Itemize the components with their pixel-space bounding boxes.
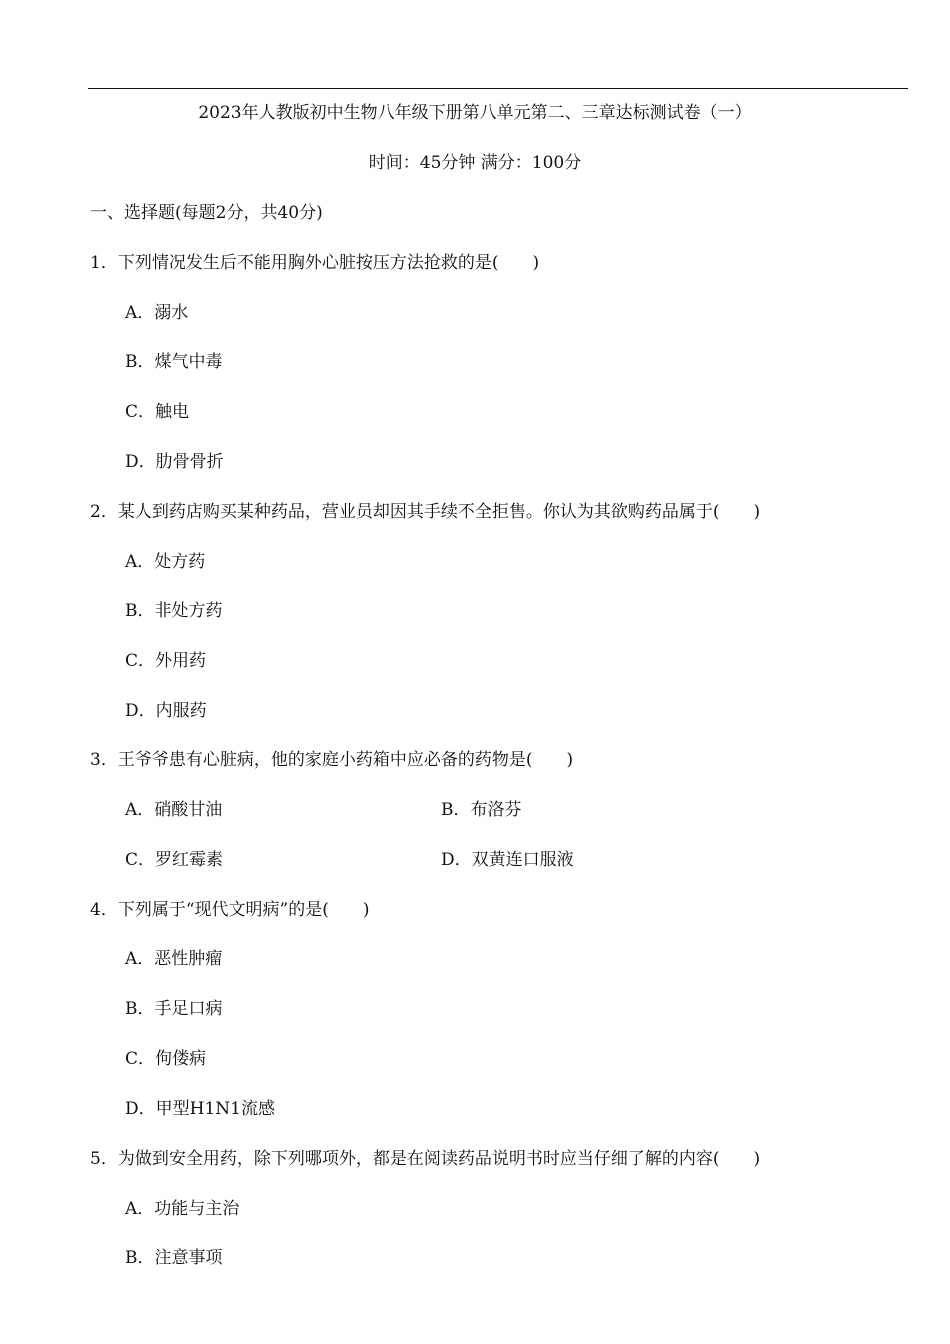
question-stem: 3．王爷爷患有心脏病，他的家庭小药箱中应必备的药物是( ): [90, 750, 574, 770]
option-b: B．布洛芬: [441, 800, 522, 820]
option-a: A．硝酸甘油: [125, 800, 223, 820]
option-c: C．外用药: [125, 651, 207, 671]
header-rule: [88, 88, 908, 89]
option-b: B．煤气中毒: [125, 352, 223, 372]
option-b: B．手足口病: [125, 999, 223, 1019]
option-a: A．处方药: [125, 552, 206, 572]
option-c: C．佝偻病: [125, 1049, 207, 1069]
option-c: C．罗红霉素: [125, 850, 224, 870]
page-title: 2023年人教版初中生物八年级下册第八单元第二、三章达标测试卷（一）: [198, 103, 752, 123]
option-a: A．溺水: [125, 303, 189, 323]
exam-meta: 时间：45分钟 满分：100分: [368, 153, 582, 173]
option-b: B．注意事项: [125, 1248, 223, 1268]
question-stem: 5．为做到安全用药，除下列哪项外，都是在阅读药品说明书时应当仔细了解的内容( ): [90, 1149, 761, 1169]
question-stem: 1．下列情况发生后不能用胸外心脏按压方法抢救的是( ): [90, 253, 540, 273]
option-d: D．甲型H1N1流感: [125, 1099, 275, 1119]
option-d: D．内服药: [125, 701, 207, 721]
option-c: C．触电: [125, 402, 190, 422]
question-stem: 2．某人到药店购买某种药品，营业员却因其手续不全拒售。你认为其欲购药品属于( ): [90, 502, 761, 522]
option-a: A．恶性肿瘤: [125, 949, 223, 969]
option-b: B．非处方药: [125, 601, 223, 621]
option-a: A．功能与主治: [125, 1199, 240, 1219]
option-d: D．肋骨骨折: [125, 452, 224, 472]
option-d: D．双黄连口服液: [441, 850, 574, 870]
question-stem: 4．下列属于“现代文明病”的是( ): [90, 900, 370, 920]
section-heading: 一、选择题(每题2分，共40分): [90, 203, 323, 223]
